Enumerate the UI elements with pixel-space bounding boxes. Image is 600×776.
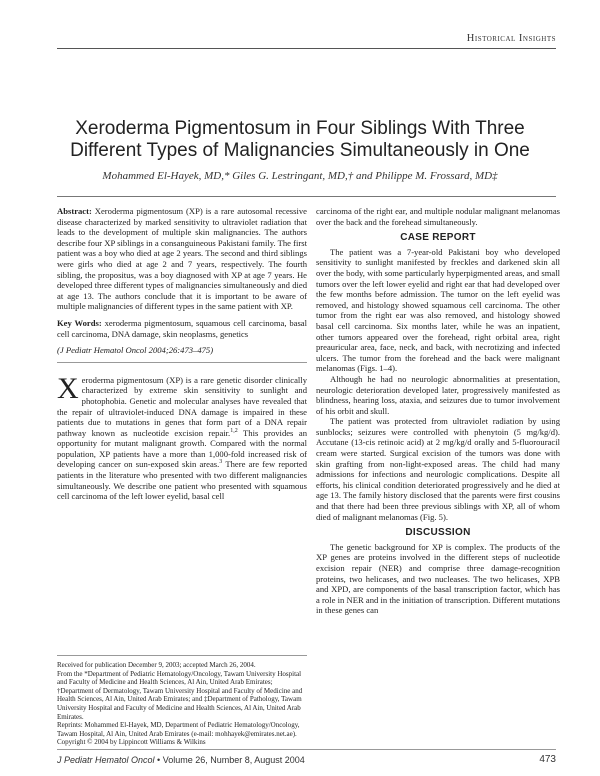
right-column	[316, 206, 560, 616]
author-line: Mohammed El-Hayek, MD,* Giles G. Lestringant, MD,† and Philippe M. Frossard, MD‡	[102, 170, 498, 182]
issue-info: • Volume 26, Number 8, August 2004	[154, 755, 305, 765]
keywords-text: xeroderma pigmentosum, squamous cell carcinoma, basal cell carcinoma, DNA damage, skin neoplasms, genetics	[57, 317, 307, 339]
page-number: 473	[539, 754, 556, 765]
intro-text-b: This provides an opportunity for mutant malignant growth. Compared with the normal population, XP patients have a more than 1,000-fold increased risk of developing cancer on sun-exposed skin areas.	[57, 427, 307, 470]
footer-rule	[57, 749, 556, 750]
left-column	[57, 206, 307, 502]
reference-1-2: 1,2	[230, 427, 238, 434]
discussion-paragraph-1: The genetic background for XP is complex. The products of the XP genes are proteins involved in the different steps of nucleotide excision repair (NER) and comprise three damage-recognition proteins, two helicases, and two nucleases. The two helicases, XPB and XPD, are components of the basal transcription factor, which has a role in NER and in the initiation of transcription. Different mutations in these genes can	[316, 541, 560, 616]
intro-text-c: There are few reported patients in the literature who presented with two different malignancies simultaneously. We describe one patient who presented with squamous cell carcinoma of the left lower eyelid, basal cell	[57, 459, 307, 502]
keywords-paragraph	[57, 318, 307, 339]
section-label: Historical Insights	[466, 33, 556, 44]
abstract-label: Abstract:	[57, 206, 92, 216]
affiliations: From the *Department of Pediatric Hematology/Oncology, Tawam University Hospital and Faculty of Medicine and Health Sciences, Al Ain, United Arab Emirates; †Department of Dermatology, Tawam University Hospital and Faculty of Medicine and Health Sciences, Al Ain, United Arab Emirates; and ‡Department of Pathology, Tawam University Hospital and Faculty of Medicine and Health Sciences, Al Ain, United Arab Emirates.	[57, 669, 303, 721]
received-date: Received for publication December 9, 2003; accepted March 26, 2004.	[57, 661, 256, 669]
title-divider	[57, 196, 556, 197]
journal-name: J Pediatr Hematol Oncol	[57, 755, 155, 765]
keywords-label: Key Words:	[57, 317, 102, 328]
continuation-paragraph: carcinoma of the right ear, and multiple nodular malignant melanomas over the back and the forehead simultaneously.	[316, 206, 560, 227]
reprints: Reprints: Mohammed El-Hayek, MD, Department of Pediatric Hematology/Oncology, Tawam Hospital, Al Ain, United Arab Emirates (e-mail: mohhayek@emirates.net.ae).	[57, 721, 300, 738]
header-rule	[57, 48, 556, 49]
intro-text-a: eroderma pigmentosum (XP) is a rare genetic disorder clinically characterized by extreme skin sensitivity to sunlight and photophobia. Genetic and molecular analyses have revealed that the repair of ultraviolet-induced DNA damage is impaired in these patients due to mutations in genes that form part of a DNA repair pathway known as nucleotide excision repair.	[57, 374, 307, 438]
case-paragraph-3: The patient was protected from ultraviolet radiation by using sunblocks; seizures were controlled with phenytoin (5 mg/kg/d). Accutane (13-cis retinoic acid) at 2 mg/kg/d orally and 5-fluorouracil cream were started. Surgical excision of the tumors was done with skin grafting from non-light-exposed areas. The child had many admissions for infections and neurologic complications. Despite all efforts, his clinical condition deteriorated progressively and he died at age 13. The family history disclosed that the parents were first cousins and that there had been three previous siblings with XP, all of whom died of malignant melanomas (Fig. 5).	[316, 416, 560, 522]
case-paragraph-2: Although he had no neurologic abnormalities at presentation, neurologic deterioration developed later, progressively manifested as blindness, hearing loss, ataxia, and seizures due to tumor involvement of his orbit and skull.	[316, 373, 560, 416]
abstract-paragraph	[57, 206, 307, 312]
case-report-heading: CASE REPORT	[400, 232, 476, 244]
dropcap: X	[57, 371, 79, 405]
discussion-heading: DISCUSSION	[405, 527, 471, 539]
abstract-block	[57, 206, 307, 363]
case-paragraph-1: The patient was a 7-year-old Pakistani boy who developed sensitivity to sunlight manifested by freckles and darkened skin all over the body, with some particularly hyperpigmented areas, and small tumors over the left lower eyelid and right ear that had developed over the few months before admission. The tumor on the left eyelid was removed, and histology showed squamous cell carcinoma. The other tumor from the right ear was also removed, and histology showed basal cell carcinoma. Six months later, while he was an inpatient, other tumors appeared over the forehead, right orbital area, right preauricular area, face, neck, and back, with necrotizing and infected ulcers. The tumor from the forehead and the back were malignant melanomas (Figs. 1–4).	[316, 246, 560, 374]
intro-paragraph	[57, 371, 307, 502]
abstract-text: Xeroderma pigmentosum (XP) is a rare autosomal recessive disease characterized by marked sensitivity to ultraviolet radiation that leads to the development of multiple skin malignancies. The authors describe four XP siblings in a consanguineous Pakistani family. The first patient was a boy who died at age 2 years. The second and third siblings were girls who died at age 2 and 7 years, respectively. The fourth sibling, the propositus, was a boy diagnosed with XP at age 7 years. He developed three different types of malignancies simultaneously and died at age 13. The authors conclude that it is important to be aware of multiple malignancies of different types in the same patient with XP.	[57, 206, 307, 312]
citation: (J Pediatr Hematol Oncol 2004;26:473–475)	[57, 345, 214, 356]
reference-3: 3	[219, 459, 223, 466]
copyright: Copyright © 2004 by Lippincott Williams & Wilkins	[57, 738, 206, 747]
article-title: Xeroderma Pigmentosum in Four Siblings With Three Different Types of Malignancies Simultaneously in One	[70, 118, 530, 161]
footer-journal	[57, 755, 305, 765]
footnotes	[57, 655, 307, 747]
